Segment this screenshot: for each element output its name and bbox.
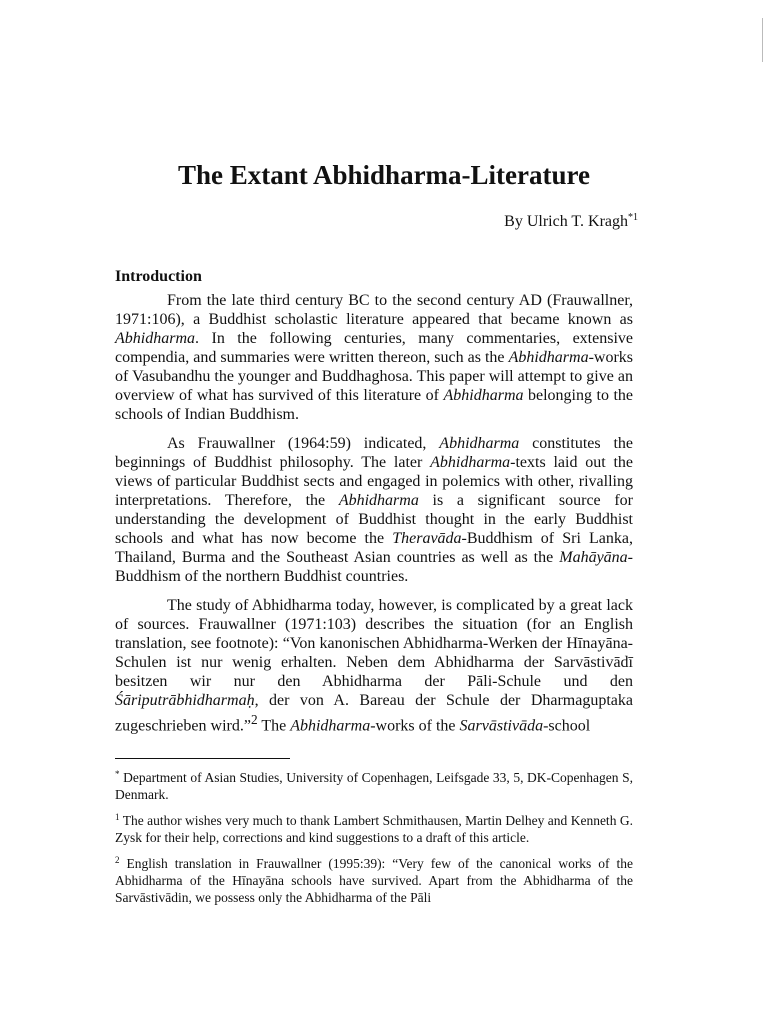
text-run: From the late third century BC to the second century AD (Frauwallner, 1971:106), a Buddhist scholastic literature appeared that became known as — [115, 292, 633, 328]
paragraph-2 — [115, 434, 633, 586]
section-heading: Introduction — [115, 268, 202, 285]
footnote-1 — [115, 812, 633, 846]
italic-term: Abhidharma — [290, 717, 371, 735]
footnote-text: English translation in Frauwallner (1995:39): “Very few of the canonical works of the Abhidharma of the Hīnayāna schools have survived. Apart from the Abhidharma of the Sarvāstivādin, we possess only the Abhidharma of the Pāli — [115, 856, 633, 905]
text-run: -Buddhism of Sri Lanka, Thailand, Burma and the Southeast Asian countries as well as the — [115, 530, 633, 566]
italic-term: Abhidharma — [439, 435, 520, 452]
paper-title: The Extant Abhidharma-Literature — [177, 160, 590, 190]
text-run: -Buddhism of the northern Buddhist countries. — [115, 549, 633, 585]
text-run: -works of the — [370, 717, 460, 735]
author-name: By Ulrich T. Kragh — [504, 213, 628, 230]
footnote-mark: 2 — [115, 855, 120, 865]
italic-term: Abhidharma — [508, 349, 589, 366]
text-run: belonging to the schools of Indian Buddhism. — [115, 387, 634, 423]
text-run: . In the following centuries, many commentaries, extensive compendia, and summaries were written thereon, such as the — [115, 330, 633, 366]
footnote-mark: * — [115, 769, 120, 779]
author-footnote-marks: *1 — [628, 212, 638, 223]
paragraph-1 — [115, 291, 633, 424]
italic-term: Abhidharma — [430, 454, 511, 471]
footnote-2 — [115, 855, 633, 906]
footnote-mark: 1 — [115, 812, 120, 822]
footnotes — [115, 769, 633, 915]
text-run: constitutes the beginnings of Buddhist philosophy. The later — [115, 435, 634, 471]
footnote-text: The author wishes very much to thank Lambert Schmithausen, Martin Delhey and Kenneth G. Zysk for their help, corrections and kind suggestions to a draft of this article. — [115, 813, 633, 845]
footnote-affiliation — [115, 769, 633, 803]
italic-term: Abhidharma — [443, 387, 524, 404]
text-run: -works of Vasubandhu the younger and Buddhaghosa. This paper will attempt to give an overview of what has survived of this literature of — [115, 349, 633, 404]
scan-edge-mark — [762, 18, 763, 62]
italic-term: Śāriputrābhidharmaḥ — [115, 692, 255, 709]
text-run: The — [257, 717, 291, 735]
paragraph-3 — [115, 596, 633, 735]
italic-term: Abhidharma — [115, 330, 195, 347]
author-line — [504, 212, 638, 232]
italic-term: Abhidharma — [338, 492, 419, 509]
italic-term: Mahāyāna — [559, 549, 628, 566]
footnote-text: Department of Asian Studies, University of Copenhagen, Leifsgade 33, 5, DK-Copenhagen S, Denmark. — [115, 770, 633, 802]
italic-term: Theravāda — [392, 530, 462, 547]
text-run: As Frauwallner (1964:59) indicated, — [167, 435, 440, 452]
text-run: , der von A. Bareau der Schule der Dharmaguptaka zugeschrieben wird.” — [115, 692, 633, 735]
italic-term: Sarvāstivāda — [459, 717, 544, 735]
text-run: The study of Abhidharma today, however, is complicated by a great lack of sources. Frauwallner (1971:103) describes the situation (for an English translation, see footnote): “Von kanonischen Abhidharma-Werken der Hīnayāna-Schulen ist nur wenig erhalten. Neben dem Abhidharma der Sarvāstivādī besitzen wir nur den Abhidharma der Pāli-Schule und den — [115, 597, 633, 690]
text-run: -school — [543, 717, 591, 735]
text-run: -texts laid out the views of particular Buddhist sects and engaged in polemics with other, rivalling interpretations. Therefore, the — [115, 454, 634, 509]
footnote-ref: 2 — [250, 712, 258, 727]
body-text — [115, 291, 633, 745]
footnote-divider — [115, 758, 290, 759]
text-run: is a significant source for understanding the development of Buddhist thought in the early Buddhist schools and what has now become the — [115, 492, 633, 547]
